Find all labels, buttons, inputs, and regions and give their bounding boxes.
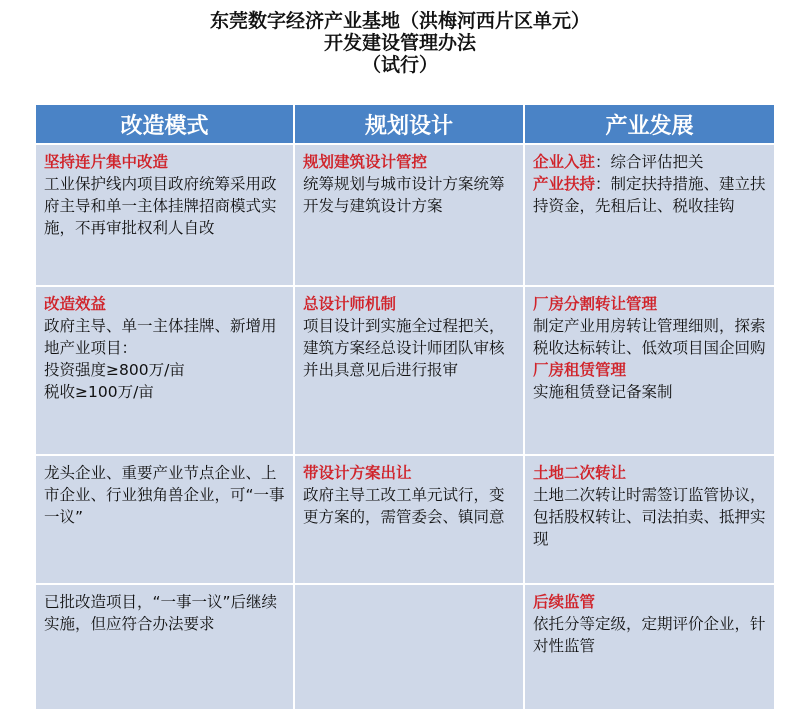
cell-text: 税收≥100万/亩 <box>44 383 154 401</box>
cell-paragraph <box>533 151 766 173</box>
table-cell <box>35 286 294 455</box>
cell-text: 统筹规划与城市设计方案统筹开发与建筑设计方案 <box>303 175 505 215</box>
cell-text: 工业保护线内项目政府统筹采用政府主导和单一主体挂牌招商模式实施，不再审批权利人自改 <box>44 175 277 237</box>
table-cell <box>294 455 524 584</box>
cell-text: 政府主导、单一主体挂牌、新增用地产业项目： <box>44 317 277 357</box>
cell-heading: 总设计师机制 <box>303 295 397 313</box>
table-cell <box>35 144 294 286</box>
column-header-renovation-mode: 改造模式 <box>35 104 294 144</box>
cell-paragraph <box>533 173 766 217</box>
measures-table <box>34 103 776 711</box>
table-row <box>35 455 775 584</box>
cell-text: 龙头企业、重要产业节点企业、上市企业、行业独角兽企业，可“一事一议” <box>44 464 285 526</box>
document-title <box>0 0 800 88</box>
cell-text: 依托分等定级，定期评价企业，针对性监管 <box>533 615 766 655</box>
cell-heading: 厂房分割转让管理 <box>533 295 658 313</box>
table-cell <box>524 144 775 286</box>
cell-text: 实施租赁登记备案制 <box>533 383 673 401</box>
cell-text: 项目设计到实施全过程把关，建筑方案经总设计师团队审核并出具意见后进行报审 <box>303 317 505 379</box>
title-line-3: （试行） <box>361 54 438 76</box>
cell-heading: 产业扶持 <box>533 175 596 193</box>
cell-heading: 后续监管 <box>533 593 596 611</box>
cell-heading: 带设计方案出让 <box>303 464 412 482</box>
table-row <box>35 584 775 710</box>
table-cell <box>294 144 524 286</box>
cell-heading: 土地二次转让 <box>533 464 627 482</box>
cell-heading: 改造效益 <box>44 295 107 313</box>
cell-text: ：综合评估把关 <box>595 153 704 171</box>
table-cell <box>35 455 294 584</box>
cell-text: 政府主导工改工单元试行，变更方案的，需管委会、镇同意 <box>303 486 505 526</box>
cell-heading: 厂房租赁管理 <box>533 361 627 379</box>
cell-heading: 规划建筑设计管控 <box>303 153 428 171</box>
cell-text: 已批改造项目，“一事一议”后继续实施，但应符合办法要求 <box>44 593 278 633</box>
table-cell <box>294 286 524 455</box>
table-cell-empty <box>294 584 524 710</box>
table-cell <box>524 286 775 455</box>
cell-text: 土地二次转让时需签订监管协议，包括股权转让、司法拍卖、抵押实现 <box>533 486 766 548</box>
title-line-2: 开发建设管理办法 <box>323 32 476 54</box>
title-line-1: 东莞数字经济产业基地（洪梅河西片区单元） <box>209 10 590 32</box>
cell-heading: 坚持连片集中改造 <box>44 153 169 171</box>
cell-text: 投资强度≥800万/亩 <box>44 361 185 379</box>
table-row <box>35 144 775 286</box>
table-cell <box>35 584 294 710</box>
table-cell <box>524 584 775 710</box>
table-cell <box>524 455 775 584</box>
column-header-planning-design: 规划设计 <box>294 104 524 144</box>
table-row <box>35 286 775 455</box>
cell-heading: 企业入驻 <box>533 153 596 171</box>
column-header-industry-development: 产业发展 <box>524 104 775 144</box>
cell-text: ：制定扶持措施、建立扶持资金，先租后让、税收挂钩 <box>533 175 766 215</box>
cell-text: 制定产业用房转让管理细则，探索税收达标转让、低效项目国企回购 <box>533 317 766 357</box>
